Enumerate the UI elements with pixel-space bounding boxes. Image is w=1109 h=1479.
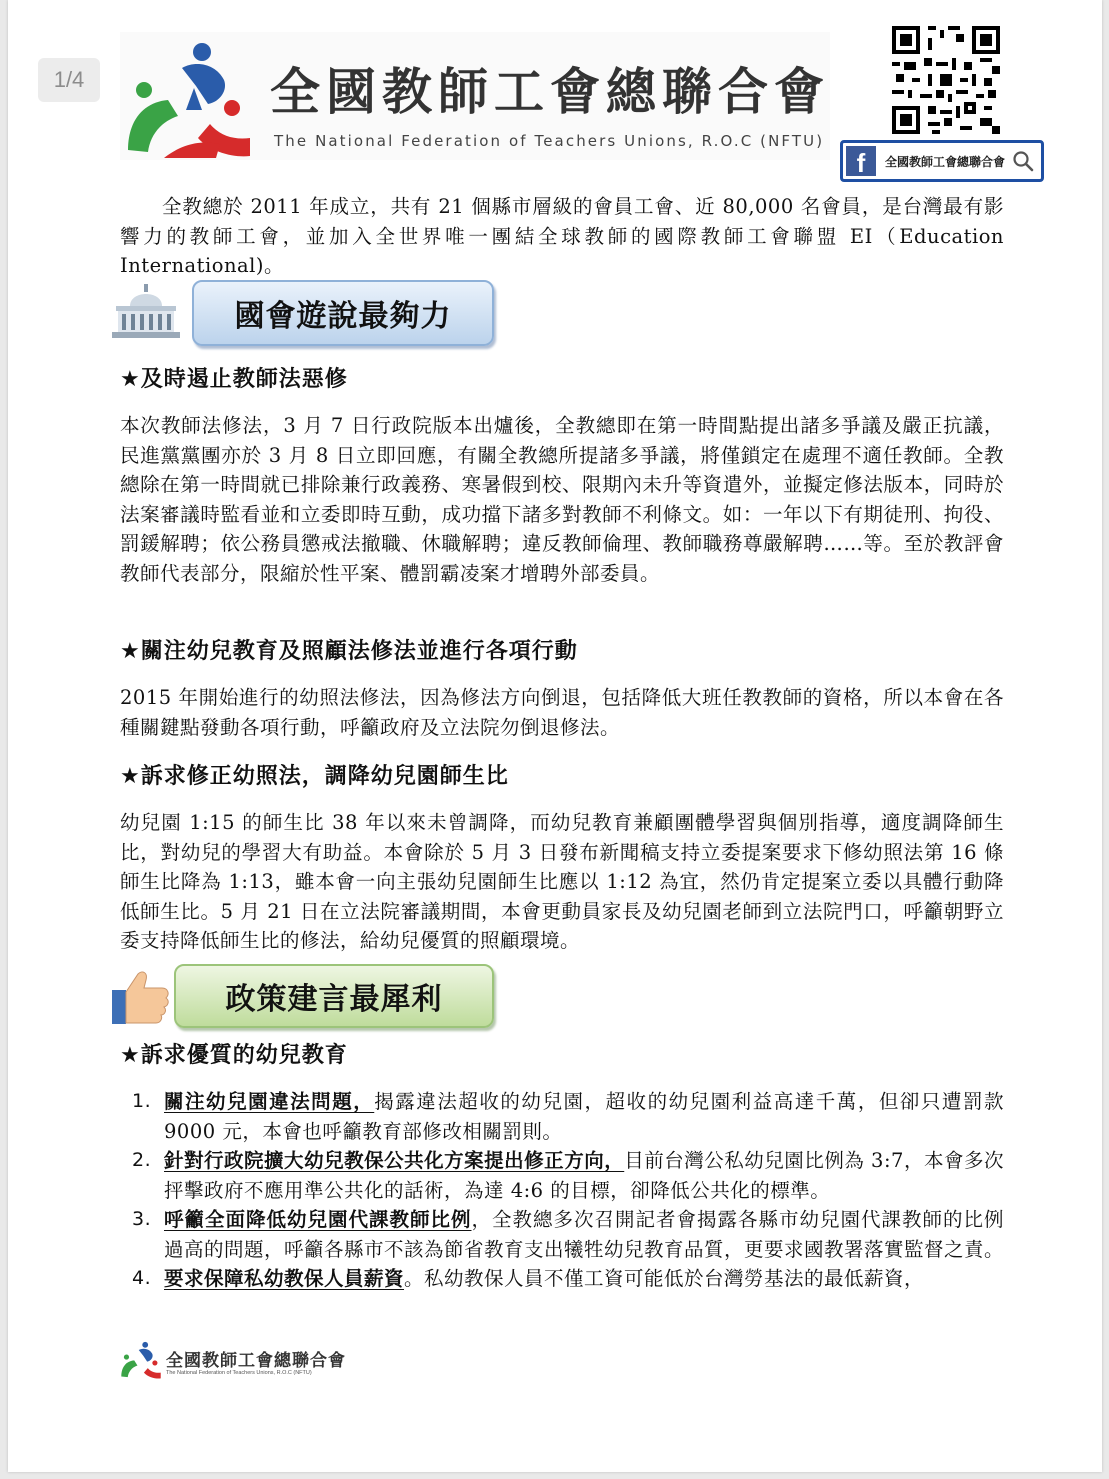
facebook-page-name: 全國教師工會總聯合會 [885, 155, 1006, 169]
list-item-text: 揭露違法超收的幼兒園，超收的幼兒園利益高達千萬，但卻只遭罰款 9000 元，本會也呼籲教育部修改相關罰則。 [164, 1090, 1004, 1143]
heading-teacher-ratio: ★訴求修正幼照法，調降幼兒園師生比 [120, 764, 509, 789]
document-page [8, 0, 1102, 1472]
thumbs-up-icon [108, 966, 172, 1028]
header-logo [120, 32, 830, 160]
org-subtitle: The National Federation of Teachers Unions, R.O.C (NFTU) [274, 132, 825, 150]
list-item [120, 1146, 1004, 1205]
list-item-lead: 要求保障私幼教保人員薪資 [164, 1267, 405, 1290]
list-item-text: 。私幼教保人員不僅工資可能低於台灣勞基法的最低薪資， [404, 1267, 925, 1290]
footer-logo [120, 1340, 346, 1384]
list-item-text: ，全教總多次召開記者會揭露各縣市幼兒園代課教師的比例過高的問題，呼籲各縣市不該為節省教育支出犧牲幼兒教育品質，更要求國教署落實監督之責。 [164, 1208, 1005, 1261]
list-item [120, 1264, 1004, 1294]
intro-paragraph: 全教總於 2011 年成立，共有 21 個縣市層級的會員工會、近 80,000 名會員，是台灣最有影響力的教師工會，並加入全世界唯一團結全球教師的國際教師工會聯盟 EI（Education International)。 [120, 195, 1004, 277]
org-title: 全國教師工會總聯合會 [270, 63, 830, 121]
section-banner-policy: 政策建言最犀利 [174, 964, 494, 1028]
section-banner-lobbying: 國會遊說最夠力 [192, 280, 494, 346]
list-number: 1. [132, 1090, 152, 1112]
paragraph-preschool-law: 2015 年開始進行的幼照法修法，因為修法方向倒退，包括降低大班任教教師的資格，所以本會在各種關鍵點發動各項行動，呼籲政府及立法院勿倒退修法。 [120, 686, 1004, 739]
list-item [120, 1087, 1004, 1146]
search-icon[interactable] [1011, 149, 1035, 173]
paragraph-teacher-ratio: 幼兒園 1:15 的師生比 38 年以來未曾調降，而幼兒教育兼顧團體學習與個別指導，適度調降師生比，對幼兒的學習大有助益。本會除於 5 月 3 日發布新聞稿支持立委提案要求下修幼照法第 16 條師生比降為 1:13，雖本會一向主張幼兒園師生比應以 1:12 為宜，然仍肯定提案立委以具體行動降低師生比。5 月 21 日在立法院審議期間，本會更動員家長及幼兒園老師到立法院門口，呼籲朝野立委支持降低師生比的修法，給幼兒優質的照顧環境。 [120, 811, 1004, 952]
list-item [120, 1205, 1004, 1264]
footer-org-subtitle: The National Federation of Teachers Unions, R.O.C (NFTU) [166, 1370, 312, 1376]
qr-code-icon[interactable] [892, 26, 1000, 134]
nftu-logo-icon [124, 40, 254, 158]
list-number: 2. [132, 1149, 152, 1171]
paragraph-teacher-law: 本次教師法修法，3 月 7 日行政院版本出爐後，全教總即在第一時間點提出諸多爭議及嚴正抗議，民進黨黨團亦於 3 月 8 日立即回應，有關全教總所提諸多爭議，將僅鎖定在處理不適任教師。全教總除在第一時間就已排除兼行政義務、寒暑假到校、限期內未升等資遣外，並擬定修法版本，同時於法案審議時監看並和立委即時互動，成功擋下諸多對教師不利條文。如：一年以下有期徒刑、拘役、罰鍰解聘；依公務員懲戒法撤職、休職解聘；違反教師倫理、教師職務尊嚴解聘……等。至於教評會教師代表部分，限縮於性平案、體罰霸凌案才增聘外部委員。 [120, 414, 1004, 585]
list-number: 3. [132, 1208, 152, 1230]
list-item-lead: 針對行政院擴大幼兒教保公共化方案提出修正方向， [164, 1149, 625, 1172]
list-item-text: 目前台灣公私幼兒園比例為 3:7，本會多次抨擊政府不應用準公共化的話術，為達 4:6 的目標，卻降低公共化的標準。 [164, 1149, 1004, 1202]
footer-org-title: 全國教師工會總聯合會 [166, 1351, 346, 1371]
heading-quality-preschool: ★訴求優質的幼兒教育 [120, 1043, 348, 1068]
heading-preschool-law: ★關注幼兒教育及照顧法修法並進行各項行動 [120, 639, 578, 664]
list-item-lead: 呼籲全面降低幼兒園代課教師比例 [164, 1208, 472, 1231]
facebook-search-bar[interactable] [840, 140, 1044, 182]
heading-teacher-law: ★及時遏止教師法惡修 [120, 367, 348, 392]
nftu-logo-icon [120, 1340, 162, 1380]
list-number: 4. [132, 1267, 152, 1289]
facebook-icon: f [846, 146, 876, 176]
parliament-icon [106, 278, 186, 340]
list-item-lead: 關注幼兒園違法問題， [164, 1090, 375, 1113]
page-indicator: 1/4 [38, 58, 100, 102]
policy-list [120, 1087, 1004, 1294]
